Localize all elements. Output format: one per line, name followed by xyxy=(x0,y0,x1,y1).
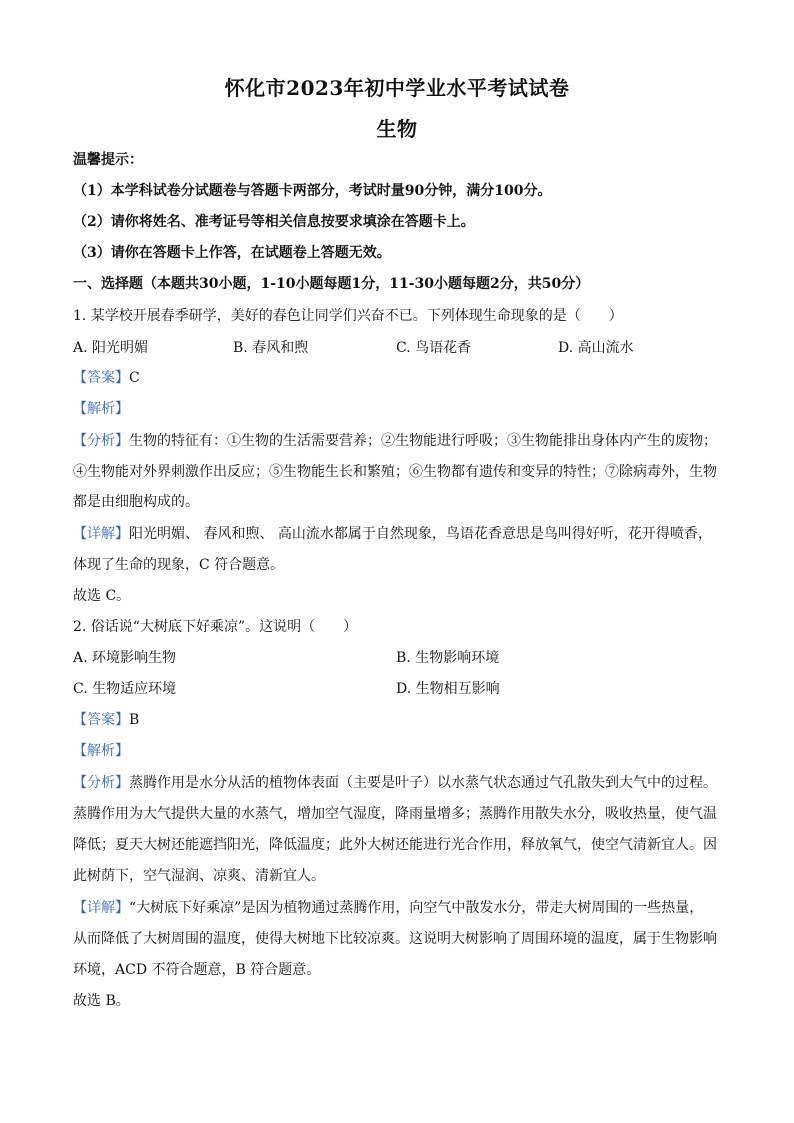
q1-answer-value: C xyxy=(129,370,140,386)
q2-option-b: B. 生物影响环境 xyxy=(396,650,500,666)
q2-analysis-label: 【解析】 xyxy=(73,743,129,759)
notice-item-3: （3）请你在答题卡上作答，在试题卷上答题无效。 xyxy=(73,245,391,261)
q2-answer xyxy=(73,710,723,730)
detail-label: 【详解】 xyxy=(73,900,129,916)
notice-item-1: （1）本学科试卷分试题卷与答题卡两部分，考试时量90分钟，满分100分。 xyxy=(73,183,552,199)
q1-answer xyxy=(73,368,723,388)
fenxi-label: 【分析】 xyxy=(73,433,129,449)
q1-detail-line-1 xyxy=(73,524,723,544)
q2-option-a: A. 环境影响生物 xyxy=(73,650,177,666)
q2-detail-line-3: 环境，ACD 不符合题意，B 符合题意。 xyxy=(73,962,321,978)
q2-fenxi-line-3: 降低；夏天大树还能遮挡阳光，降低温度；此外大树还能进行光合作用，释放氧气，使空气清新宜人。因 xyxy=(73,837,717,853)
fenxi-label: 【分析】 xyxy=(73,775,129,791)
q1-fenxi-line-3: 都是由细胞构成的。 xyxy=(73,494,199,510)
q1-option-b: B. 春风和煦 xyxy=(233,340,309,356)
answer-label: 【答案】 xyxy=(73,712,129,728)
q2-option-d: D. 生物相互影响 xyxy=(396,681,500,697)
q2-answer-value: B xyxy=(129,712,140,728)
q2-conclusion: 故选 B。 xyxy=(73,993,130,1009)
q1-stem: 1. 某学校开展春季研学，美好的春色让同学们兴奋不已。下列体现生命现象的是（ ） xyxy=(73,308,623,324)
answer-label: 【答案】 xyxy=(73,370,129,386)
notice-item-2: （2）请你将姓名、准考证号等相关信息按要求填涂在答题卡上。 xyxy=(73,214,475,230)
q1-fenxi-line-1 xyxy=(73,431,723,451)
q1-option-a: A. 阳光明媚 xyxy=(73,340,149,356)
q1-option-c: C. 鸟语花香 xyxy=(396,340,472,356)
q2-stem: 2. 俗话说“大树底下好乘凉”。这说明（ ） xyxy=(73,619,358,635)
q2-detail-line-2: 从而降低了大树周围的温度，使得大树地下比较凉爽。这说明大树影响了周围环境的温度，属于生物影响 xyxy=(73,931,717,947)
q1-analysis-label: 【解析】 xyxy=(73,401,129,417)
exam-title: 怀化市2023年初中学业水平考试试卷 xyxy=(224,76,570,100)
q2-fenxi-line-4: 此树荫下，空气湿润、凉爽、清新宜人。 xyxy=(73,868,325,884)
notice-heading: 温馨提示： xyxy=(73,152,143,168)
q2-option-c: C. 生物适应环境 xyxy=(73,681,177,697)
q1-detail-line-2: 体现了生命的现象，C 符合题意。 xyxy=(73,557,285,573)
q2-fenxi-line-1 xyxy=(73,773,723,793)
exam-subject: 生物 xyxy=(376,117,418,141)
q1-option-d: D. 高山流水 xyxy=(558,340,634,356)
q2-detail-text-1: “大树底下好乘凉”是因为植物通过蒸腾作用，向空气中散发水分，带走大树周围的一些热量， xyxy=(129,900,704,916)
q1-conclusion: 故选 C。 xyxy=(73,588,131,604)
q1-fenxi-text-1: 生物的特征有：①生物的生活需要营养；②生物能进行呼吸；③生物能排出身体内产生的废物； xyxy=(129,433,717,449)
section-heading: 一、选择题（本题共30小题，1-10小题每题1分，11-30小题每题2分，共50分） xyxy=(73,276,590,292)
q2-detail-line-1 xyxy=(73,898,723,918)
q2-fenxi-text-1: 蒸腾作用是水分从活的植物体表面（主要是叶子）以水蒸气状态通过气孔散失到大气中的过程。 xyxy=(129,775,717,791)
q1-fenxi-line-2: ④生物能对外界刺激作出反应；⑤生物能生长和繁殖；⑥生物都有遗传和变异的特性；⑦除病毒外，生物 xyxy=(73,464,717,480)
detail-label: 【详解】 xyxy=(73,526,129,542)
q2-fenxi-line-2: 蒸腾作用为大气提供大量的水蒸气，增加空气湿度，降雨量增多；蒸腾作用散失水分，吸收热量，使气温 xyxy=(73,806,717,822)
q1-detail-text-1: 阳光明媚、 春风和煦、 高山流水都属于自然现象，鸟语花香意思是鸟叫得好听，花开得喷香， xyxy=(129,526,712,542)
